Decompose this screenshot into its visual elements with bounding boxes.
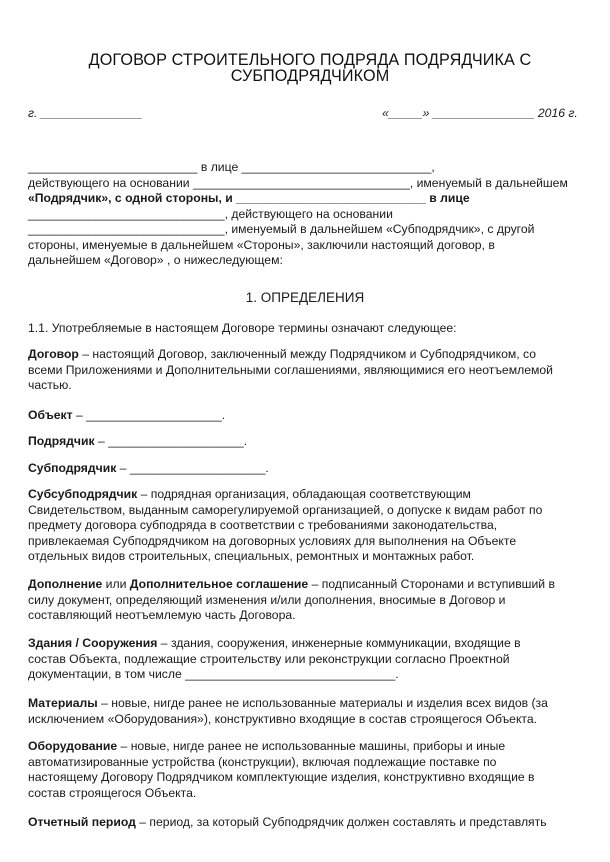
definition-buildings [28, 636, 584, 683]
definition-text: – новые, нигде ранее не использованные материалы и изделия всех видов (за [97, 696, 548, 710]
term-subsubcontractor: Субсубподрядчик [28, 487, 138, 501]
definition-text: всеми Приложениями и Дополнительными соглашениями, являющимися его неотъемлемой [28, 362, 553, 377]
definition-text: составляющий неотъемлемую часть Договора. [28, 608, 296, 622]
definition-text: – ____________________. [72, 408, 226, 422]
term-materials: Материалы [28, 696, 98, 710]
definition-text: отдельных видов строительных, специальных, ремонтных и монтажных работ. [28, 549, 475, 563]
title-line-2: СУБПОДРЯДЧИКОМ [230, 67, 390, 85]
definition-text: состав строящегося Объекта. [28, 785, 197, 800]
parties-line: _________________________ в лице ____________________________, [28, 160, 435, 174]
definition-text: – подписанный Сторонами и вступивший в [308, 577, 555, 591]
term-buildings: Здания / Сооружения [28, 636, 158, 650]
parties-line: _____________________________, именуемый в дальнейшем «Субподрядчик», с другой [28, 222, 535, 236]
definition-text: силу документ, определяющий изменения и/или дополнения, вносимые в Договор и [28, 592, 506, 607]
date-field: «_____» _______________ 2016 г. [382, 106, 578, 120]
definition-text: Свидетельством, выданным саморегулируемой организацией, о допуске к видам работ по [28, 502, 543, 517]
definition-text: – настоящий Договор, заключенный между Подрядчиком и Субподрядчиком, со [78, 347, 537, 361]
definition-text: автоматизированные устройства (конструкции), включая подлежащие поставке по [28, 754, 497, 769]
city-field: г. _______________ [28, 106, 143, 120]
definition-text: – ____________________. [116, 461, 269, 475]
definition-text: частью. [28, 378, 72, 392]
definition-contractor [28, 434, 584, 450]
title-line-1: ДОГОВОР СТРОИТЕЛЬНОГО ПОДРЯДА ПОДРЯДЧИКА С [88, 51, 532, 69]
definition-text: – новые, нигде ранее не использованные машины, приборы и иные [117, 739, 506, 753]
definition-object [28, 408, 584, 424]
definition-text: исключением «Оборудования»), конструктивно входящие в состав строящегося Объекта. [28, 711, 538, 726]
term-dogovor: Договор [28, 347, 79, 361]
definition-reporting-period [28, 815, 584, 831]
definition-text: – подрядная организация, обладающая соответствующим [137, 487, 471, 501]
term-additional-agreement: Дополнительное соглашение [129, 577, 309, 591]
definition-equipment [28, 739, 584, 801]
definition-subsubcontractor [28, 487, 584, 565]
parties-line [28, 191, 584, 207]
parties-line: _____________________________, действующего на основании [28, 206, 393, 221]
definition-text: состав Объекта, подлежащие строительству или реконструкции согласно Проектной [28, 651, 510, 666]
definition-addendum [28, 577, 584, 624]
definition-text: привлекаемая Субподрядчиком на договорных условиях для выполнения на Объекте [28, 533, 517, 548]
parties-line-text: «Подрядчик», с одной стороны, и ____________________________ в лице [28, 191, 470, 205]
definition-subcontractor [28, 461, 584, 477]
definition-text: предмету договора субподряда в соответствии с требованиями законодательства, [28, 518, 498, 532]
term-equipment: Оборудование [28, 739, 118, 753]
definition-text: – здания, сооружения, инженерные коммуникации, входящие в [157, 636, 521, 650]
definition-text: – период, за который Субподрядчик должен составлять и представлять [135, 815, 547, 829]
definition-text: документации, в том числе _______________________________. [28, 667, 399, 681]
definition-materials [28, 696, 584, 727]
term-object: Объект [28, 408, 73, 422]
definition-text: настоящему Договору Подрядчиком комплектующие изделия, конструктивно входящие в [28, 770, 535, 784]
definition-dogovor [28, 347, 584, 394]
definition-or: или [102, 577, 130, 591]
term-addendum: Дополнение [28, 577, 103, 591]
section-heading: 1. ОПРЕДЕЛЕНИЯ [245, 290, 365, 305]
parties-line: действующего на основании ________________________________, именуемый в дальнейшем [28, 175, 568, 190]
definition-text: – ____________________. [94, 434, 248, 448]
clause-1-1: 1.1. Употребляемые в настоящем Договоре термины означают следующее: [28, 321, 457, 335]
parties-line: стороны, именуемые в дальнейшем «Стороны», заключили настоящий договор, в [28, 237, 495, 252]
term-subcontractor: Субподрядчик [28, 461, 117, 475]
parties-line: дальнейшем «Договор» , о нижеследующем: [28, 253, 283, 267]
document-title [40, 52, 580, 84]
term-reporting-period: Отчетный период [28, 815, 136, 829]
parties-paragraph [28, 160, 584, 269]
term-contractor: Подрядчик [28, 434, 95, 448]
